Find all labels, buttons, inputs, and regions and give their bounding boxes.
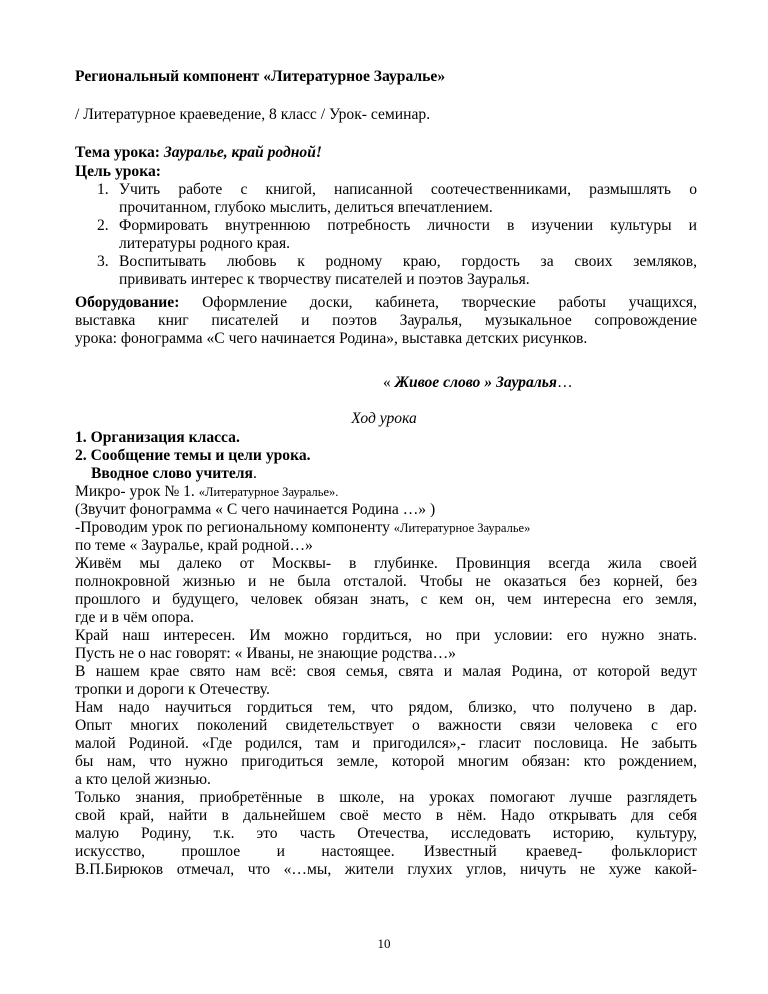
lesson-body xyxy=(75,429,697,879)
paragraph xyxy=(75,699,697,789)
paragraph-line: где и в чём опора. xyxy=(75,609,194,626)
goal-number: 1. xyxy=(97,181,109,198)
epigraph xyxy=(383,374,573,392)
paragraph xyxy=(75,555,697,627)
document-title: Региональный компонент «Литературное Зауралье» xyxy=(75,68,446,85)
phonogram-line: (Звучит фонограмма « С чего начинается Родина …» ) xyxy=(75,501,436,518)
equipment-text: урока: фонограмма «С чего начинается Родина», выставка детских рисунков. xyxy=(75,330,588,347)
lesson-line-small: «Литературное Зауралье» xyxy=(393,521,531,535)
epigraph-quote: « xyxy=(383,374,395,391)
paragraph-line: Край наш интересен. Им можно гордиться, но при условии: его нужно знать. xyxy=(75,627,697,644)
paragraph-line: малую Родину, т.к. это часть Отечества, исследовать историю, культуру, xyxy=(75,825,697,842)
paragraph-line: В нашем крае свято нам всё: своя семья, свята и малая Родина, от которой ведут xyxy=(75,663,697,680)
epigraph-phrase: Живое слово » Зауралья xyxy=(394,374,557,391)
paragraph-line: прошлого и будущего, человек обязан знать, с кем он, чем интересна его земля, xyxy=(75,591,697,608)
equipment-label: Оборудование: xyxy=(75,294,180,311)
paragraph-line: малой Родиной. «Где родился, там и пригодился»,- гласит пословица. Не забыть xyxy=(75,735,697,752)
micro-lesson-small: «Литературное Зауралье». xyxy=(198,485,339,499)
lesson-topic xyxy=(75,144,697,162)
goal-text-line: Формировать внутреннюю потребность личности в изучении культуры и xyxy=(119,217,697,234)
paragraph-line: полнокровной жизнью и не была отсталой. Чтобы не оказаться без корней, без xyxy=(75,573,697,590)
topic-label: Тема урока: xyxy=(75,144,160,161)
equipment-text: выставка книг писателей и поэтов Зауралья, музыкальное сопровождение xyxy=(75,312,697,329)
paragraph-line: бы нам, что нужно пригодиться земле, которой многим обязан: кто рождением, xyxy=(75,753,697,770)
course-heading: Ход урока xyxy=(351,410,417,427)
lesson-line-prefix: -Проводим урок по региональному компоненту xyxy=(75,519,394,536)
goal-number: 3. xyxy=(97,253,109,270)
theme-line: по теме « Зауралье, край родной…» xyxy=(75,537,313,554)
intro-dot: . xyxy=(252,465,257,482)
goal-item xyxy=(97,217,697,253)
document-subtitle: / Литературное краеведение, 8 класс / Урок- семинар. xyxy=(75,106,431,123)
lesson-line xyxy=(75,519,697,537)
paragraph-line: В.П.Бирюков отмечал, что «…мы, жители глухих углов, ничуть не хуже какой- xyxy=(75,861,697,878)
micro-lesson-prefix: Микро- урок № 1. xyxy=(75,483,199,500)
goal-number: 2. xyxy=(97,217,109,234)
paragraph-line: тропки и дороги к Отечеству. xyxy=(75,681,270,698)
paragraph-line: Только знания, приобретённые в школе, на уроках помогают лучше разглядеть xyxy=(75,789,697,806)
paragraph-line: Опыт многих поколений свидетельствует о важности связи человека с его xyxy=(75,717,697,734)
goal-item xyxy=(97,253,697,289)
goal-list xyxy=(97,181,697,289)
goal-text-line: Учить работе с книгой, написанной соотечественниками, размышлять о xyxy=(119,181,697,198)
paragraph-line: искусство, прошлое и настоящее. Известный краевед- фольклорист xyxy=(75,843,697,860)
paragraph-line: Нам надо научиться гордиться тем, что рядом, близко, что получено в дар. xyxy=(75,699,697,716)
equipment-section xyxy=(75,294,697,348)
paragraph-line: Пусть не о нас говорят: « Иваны, не знающие родства…» xyxy=(75,645,456,662)
goal-item xyxy=(97,181,697,217)
topic-value: Зауралье, край родной! xyxy=(163,144,322,161)
goal-text-line: прививать интерес к творчеству писателей и поэтов Зауралья. xyxy=(119,271,530,288)
paragraph-line: Живём мы далеко от Москвы- в глубинке. Провинция всегда жила своей xyxy=(75,555,697,572)
paragraph-line: свой край, найти в дальнейшем своё место в нём. Надо открывать для себя xyxy=(75,807,697,824)
goal-text-line: Воспитывать любовь к родному краю, гордость за своих земляков, xyxy=(119,253,697,270)
paragraph xyxy=(75,789,697,879)
equipment-text: Оформление доски, кабинета, творческие работы учащихся, xyxy=(179,294,697,311)
paragraph xyxy=(75,663,697,699)
paragraph-line: а кто целой жизнью. xyxy=(75,771,211,788)
goal-text-line: литературы родного края. xyxy=(119,235,291,252)
step-heading: 2. Сообщение темы и цели урока. xyxy=(75,447,311,464)
epigraph-ellipsis: … xyxy=(556,374,573,391)
micro-lesson-line xyxy=(75,483,697,501)
paragraph xyxy=(75,627,697,663)
goal-text-line: прочитанном, глубоко мыслить, делиться впечатлением. xyxy=(119,199,493,216)
step-heading: 1. Организация класса. xyxy=(75,429,240,446)
page-number: 10 xyxy=(377,936,391,951)
goal-label: Цель урока: xyxy=(75,163,161,180)
intro-heading: Вводное слово учителя xyxy=(91,465,253,482)
